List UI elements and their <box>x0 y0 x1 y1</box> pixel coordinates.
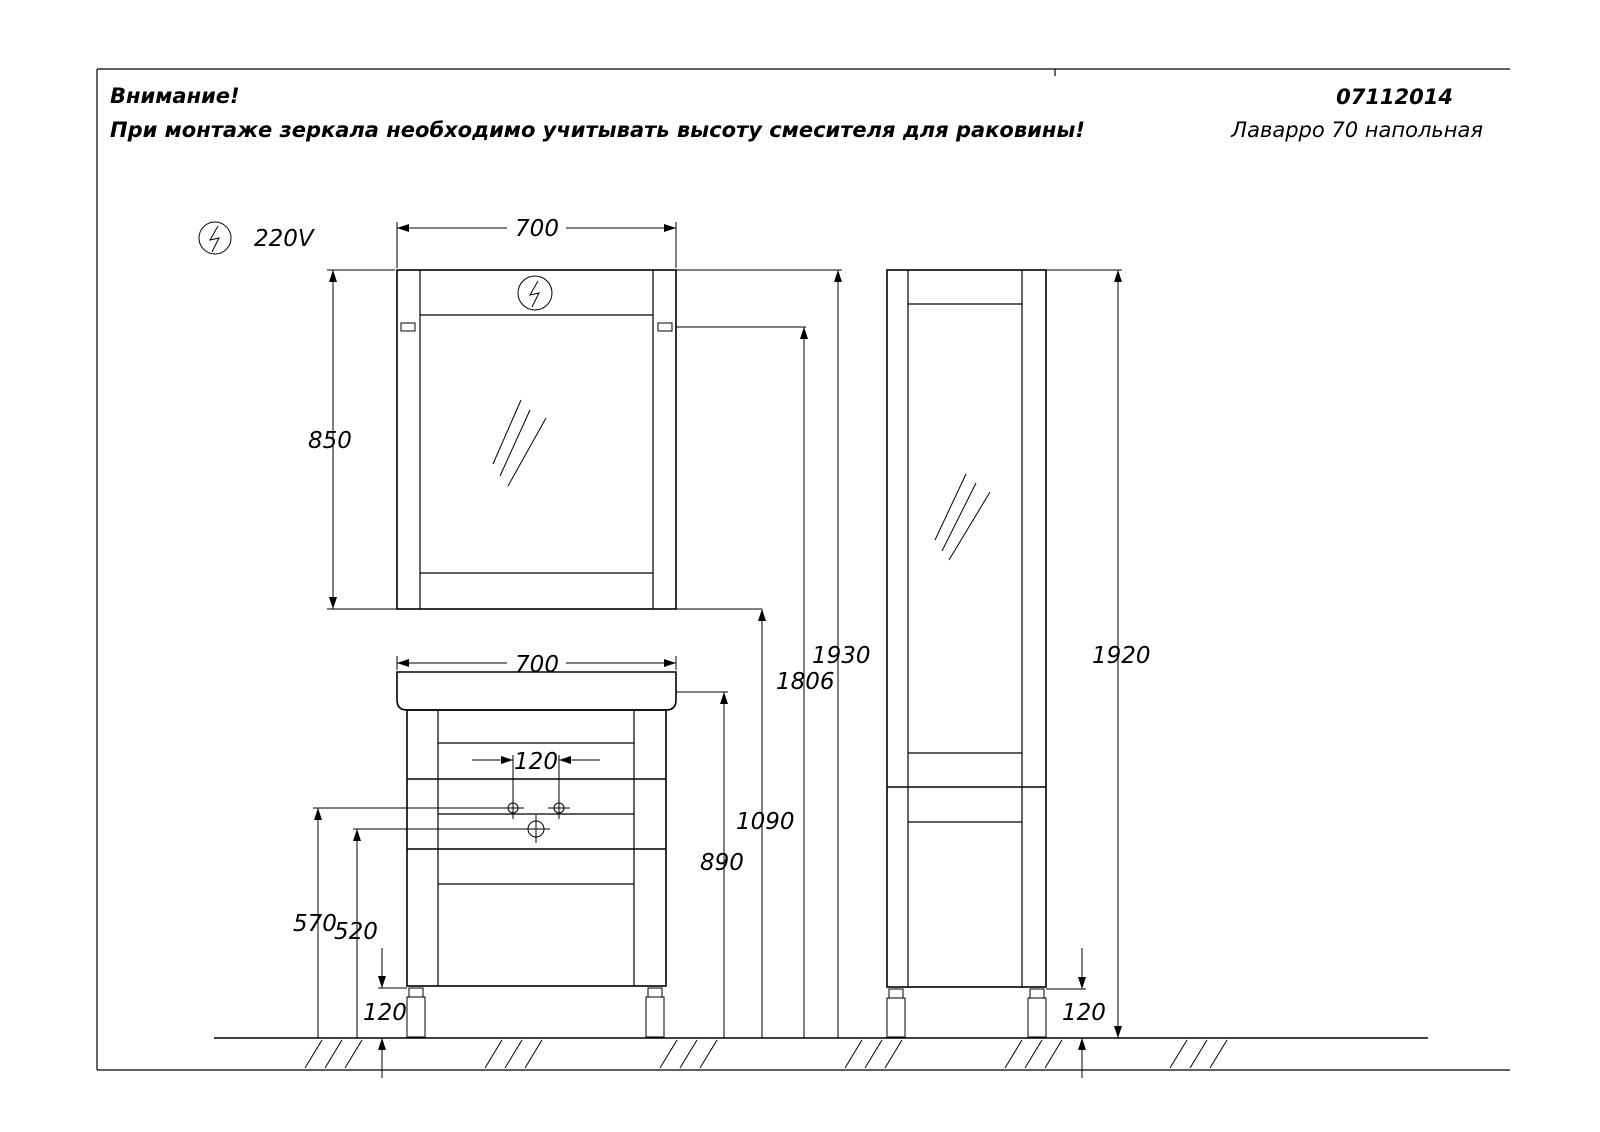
mirror-width-dim: 700 <box>515 216 559 242</box>
mirror-top-height-dim: 1930 <box>812 643 871 669</box>
document-code: 07112014 <box>1336 85 1453 109</box>
vanity-leg-height-dim: 120 <box>363 1000 407 1026</box>
water-inlet-height-dim: 570 <box>293 911 337 937</box>
mirror-height-dim: 850 <box>308 428 352 454</box>
tall-cabinet-elevation <box>887 270 1046 1037</box>
sink-width-dim: 700 <box>515 652 559 678</box>
mirror-light-height-dim: 1806 <box>776 669 835 695</box>
power-label: 220V <box>254 226 314 252</box>
mirror-bottom-height-dim: 1090 <box>736 809 795 835</box>
floor-line <box>214 1038 1428 1068</box>
drain-height-dim: 520 <box>334 919 378 945</box>
vanity-elevation <box>397 672 676 1037</box>
cabinet-height-dim: 1920 <box>1092 643 1151 669</box>
warning-title: Внимание! <box>110 84 240 108</box>
cabinet-leg-height-dim: 120 <box>1062 1000 1106 1026</box>
electric-outlet-icon <box>199 222 231 254</box>
mirror-elevation <box>397 270 676 609</box>
mirror-outlet-icon <box>518 276 552 310</box>
product-name: Лаварро 70 напольная <box>1231 118 1483 142</box>
sink-height-dim: 890 <box>700 850 744 876</box>
faucet-spacing-dim: 120 <box>514 749 558 775</box>
warning-text: При монтаже зеркала необходимо учитывать высоту смесителя для раковины! <box>110 118 1085 142</box>
